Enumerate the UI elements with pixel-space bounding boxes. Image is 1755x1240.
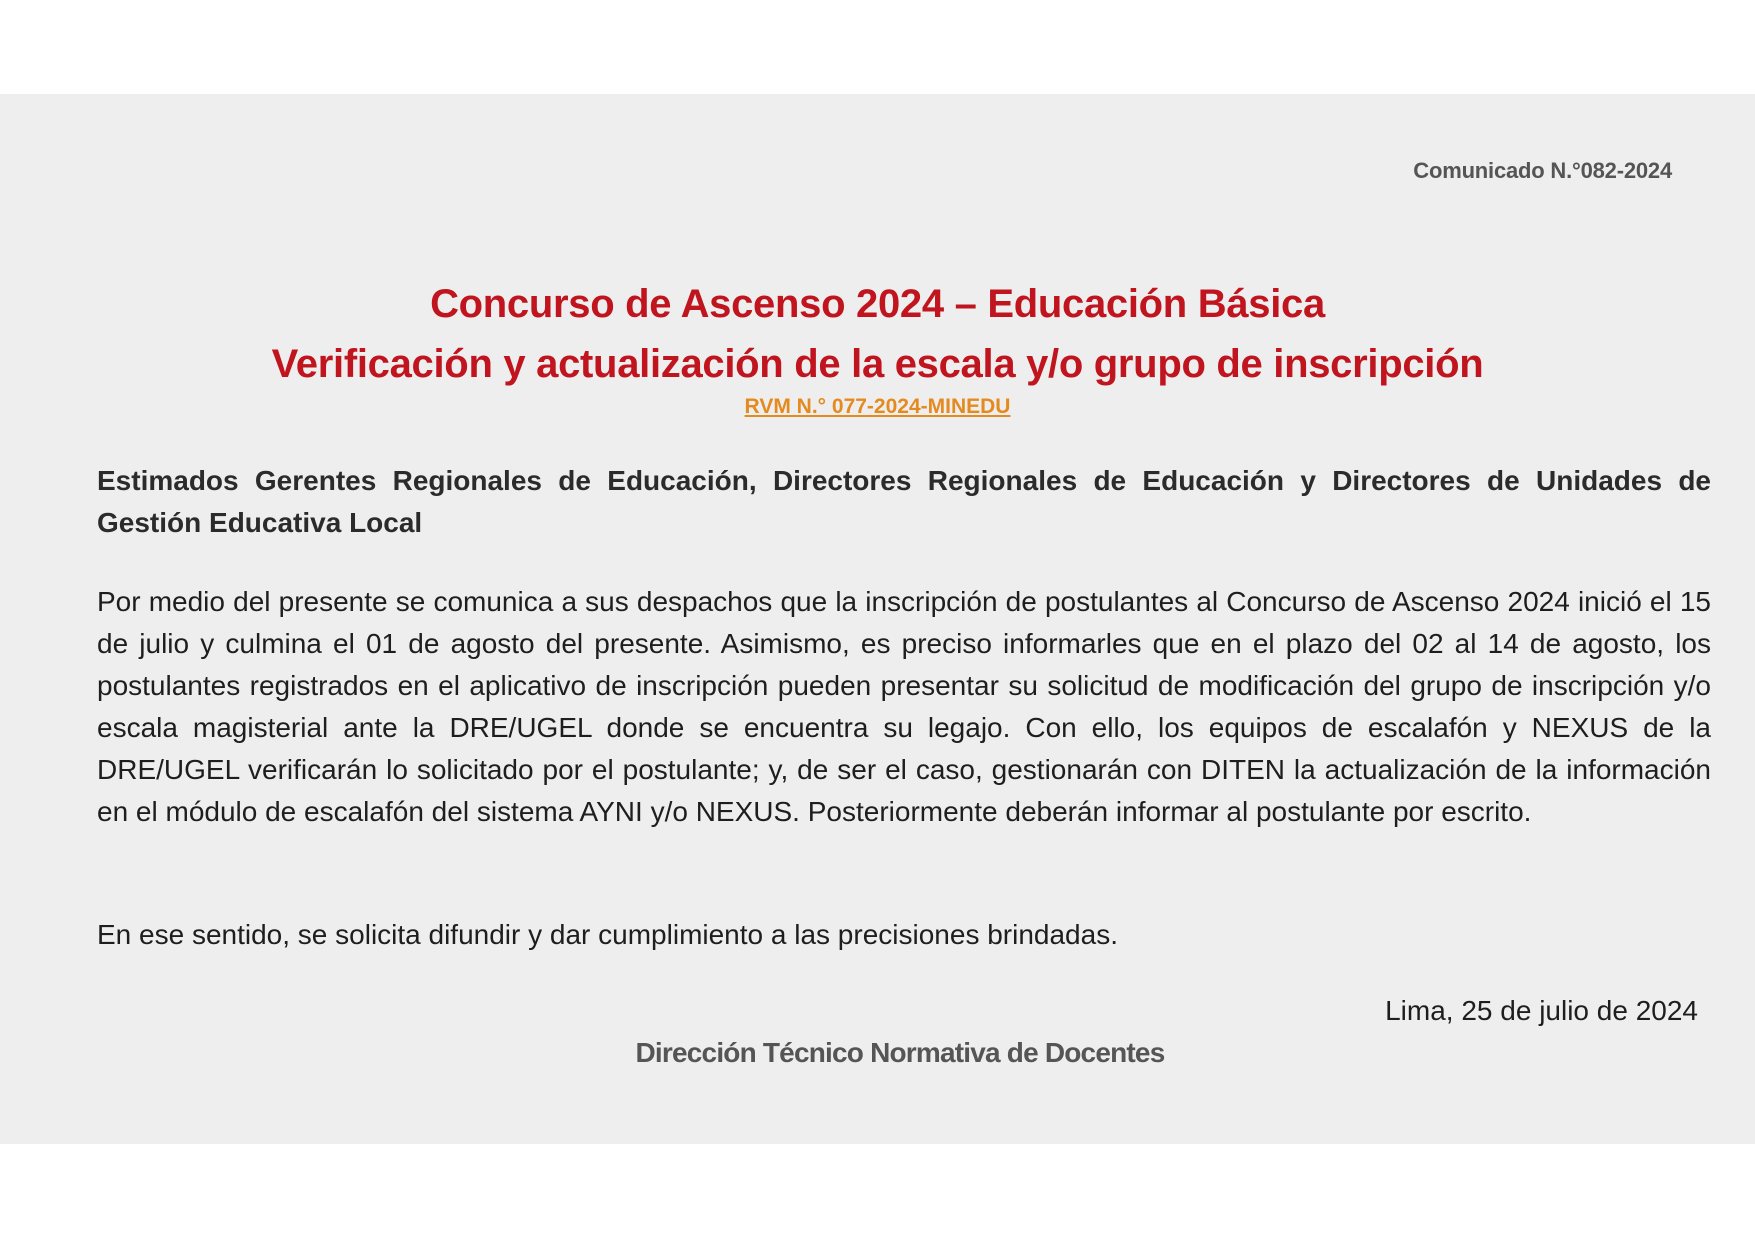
body-paragraph-2: En ese sentido, se solicita difundir y dar cumplimiento a las precisiones brindadas.	[97, 919, 1118, 950]
title-block	[0, 274, 1755, 419]
communique-panel	[0, 94, 1755, 1144]
signature: Dirección Técnico Normativa de Docentes	[635, 1037, 1165, 1068]
title-line-2: Verificación y actualización de la escala y/o grupo de inscripción	[271, 342, 1484, 386]
body-paragraph-1: Por medio del presente se comunica a sus despachos que la inscripción de postulantes al Concurso de Ascenso 2024 inició el 15 de julio y culmina el 01 de agosto del presente. Asimismo, es preciso informarles que en el plazo del 02 al 14 de agosto, los postulantes registrados en el aplicativo de inscripción pueden presentar su solicitud de modificación del grupo de inscripción y/o escala magisterial ante la DRE/UGEL donde se encuentra su legajo. Con ello, los equipos de escalafón y NEXUS de la DRE/UGEL verificarán lo solicitado por el postulante; y, de ser el caso, gestionarán con DITEN la actualización de la información en el módulo de escalafón del sistema AYNI y/o NEXUS. Posteriormente deberán informar al postulante por escrito.	[97, 586, 1711, 827]
reference-link[interactable]: RVM N.° 077-2024-MINEDU	[744, 395, 1011, 418]
date-line: Lima, 25 de julio de 2024	[1385, 995, 1698, 1026]
communique-number: Comunicado N.°082-2024	[1413, 158, 1672, 183]
title-line-1: Concurso de Ascenso 2024 – Educación Básica	[430, 282, 1325, 326]
addressee: Estimados Gerentes Regionales de Educación, Directores Regionales de Educación y Directores de Unidades de Gestión Educativa Local	[97, 465, 1711, 538]
